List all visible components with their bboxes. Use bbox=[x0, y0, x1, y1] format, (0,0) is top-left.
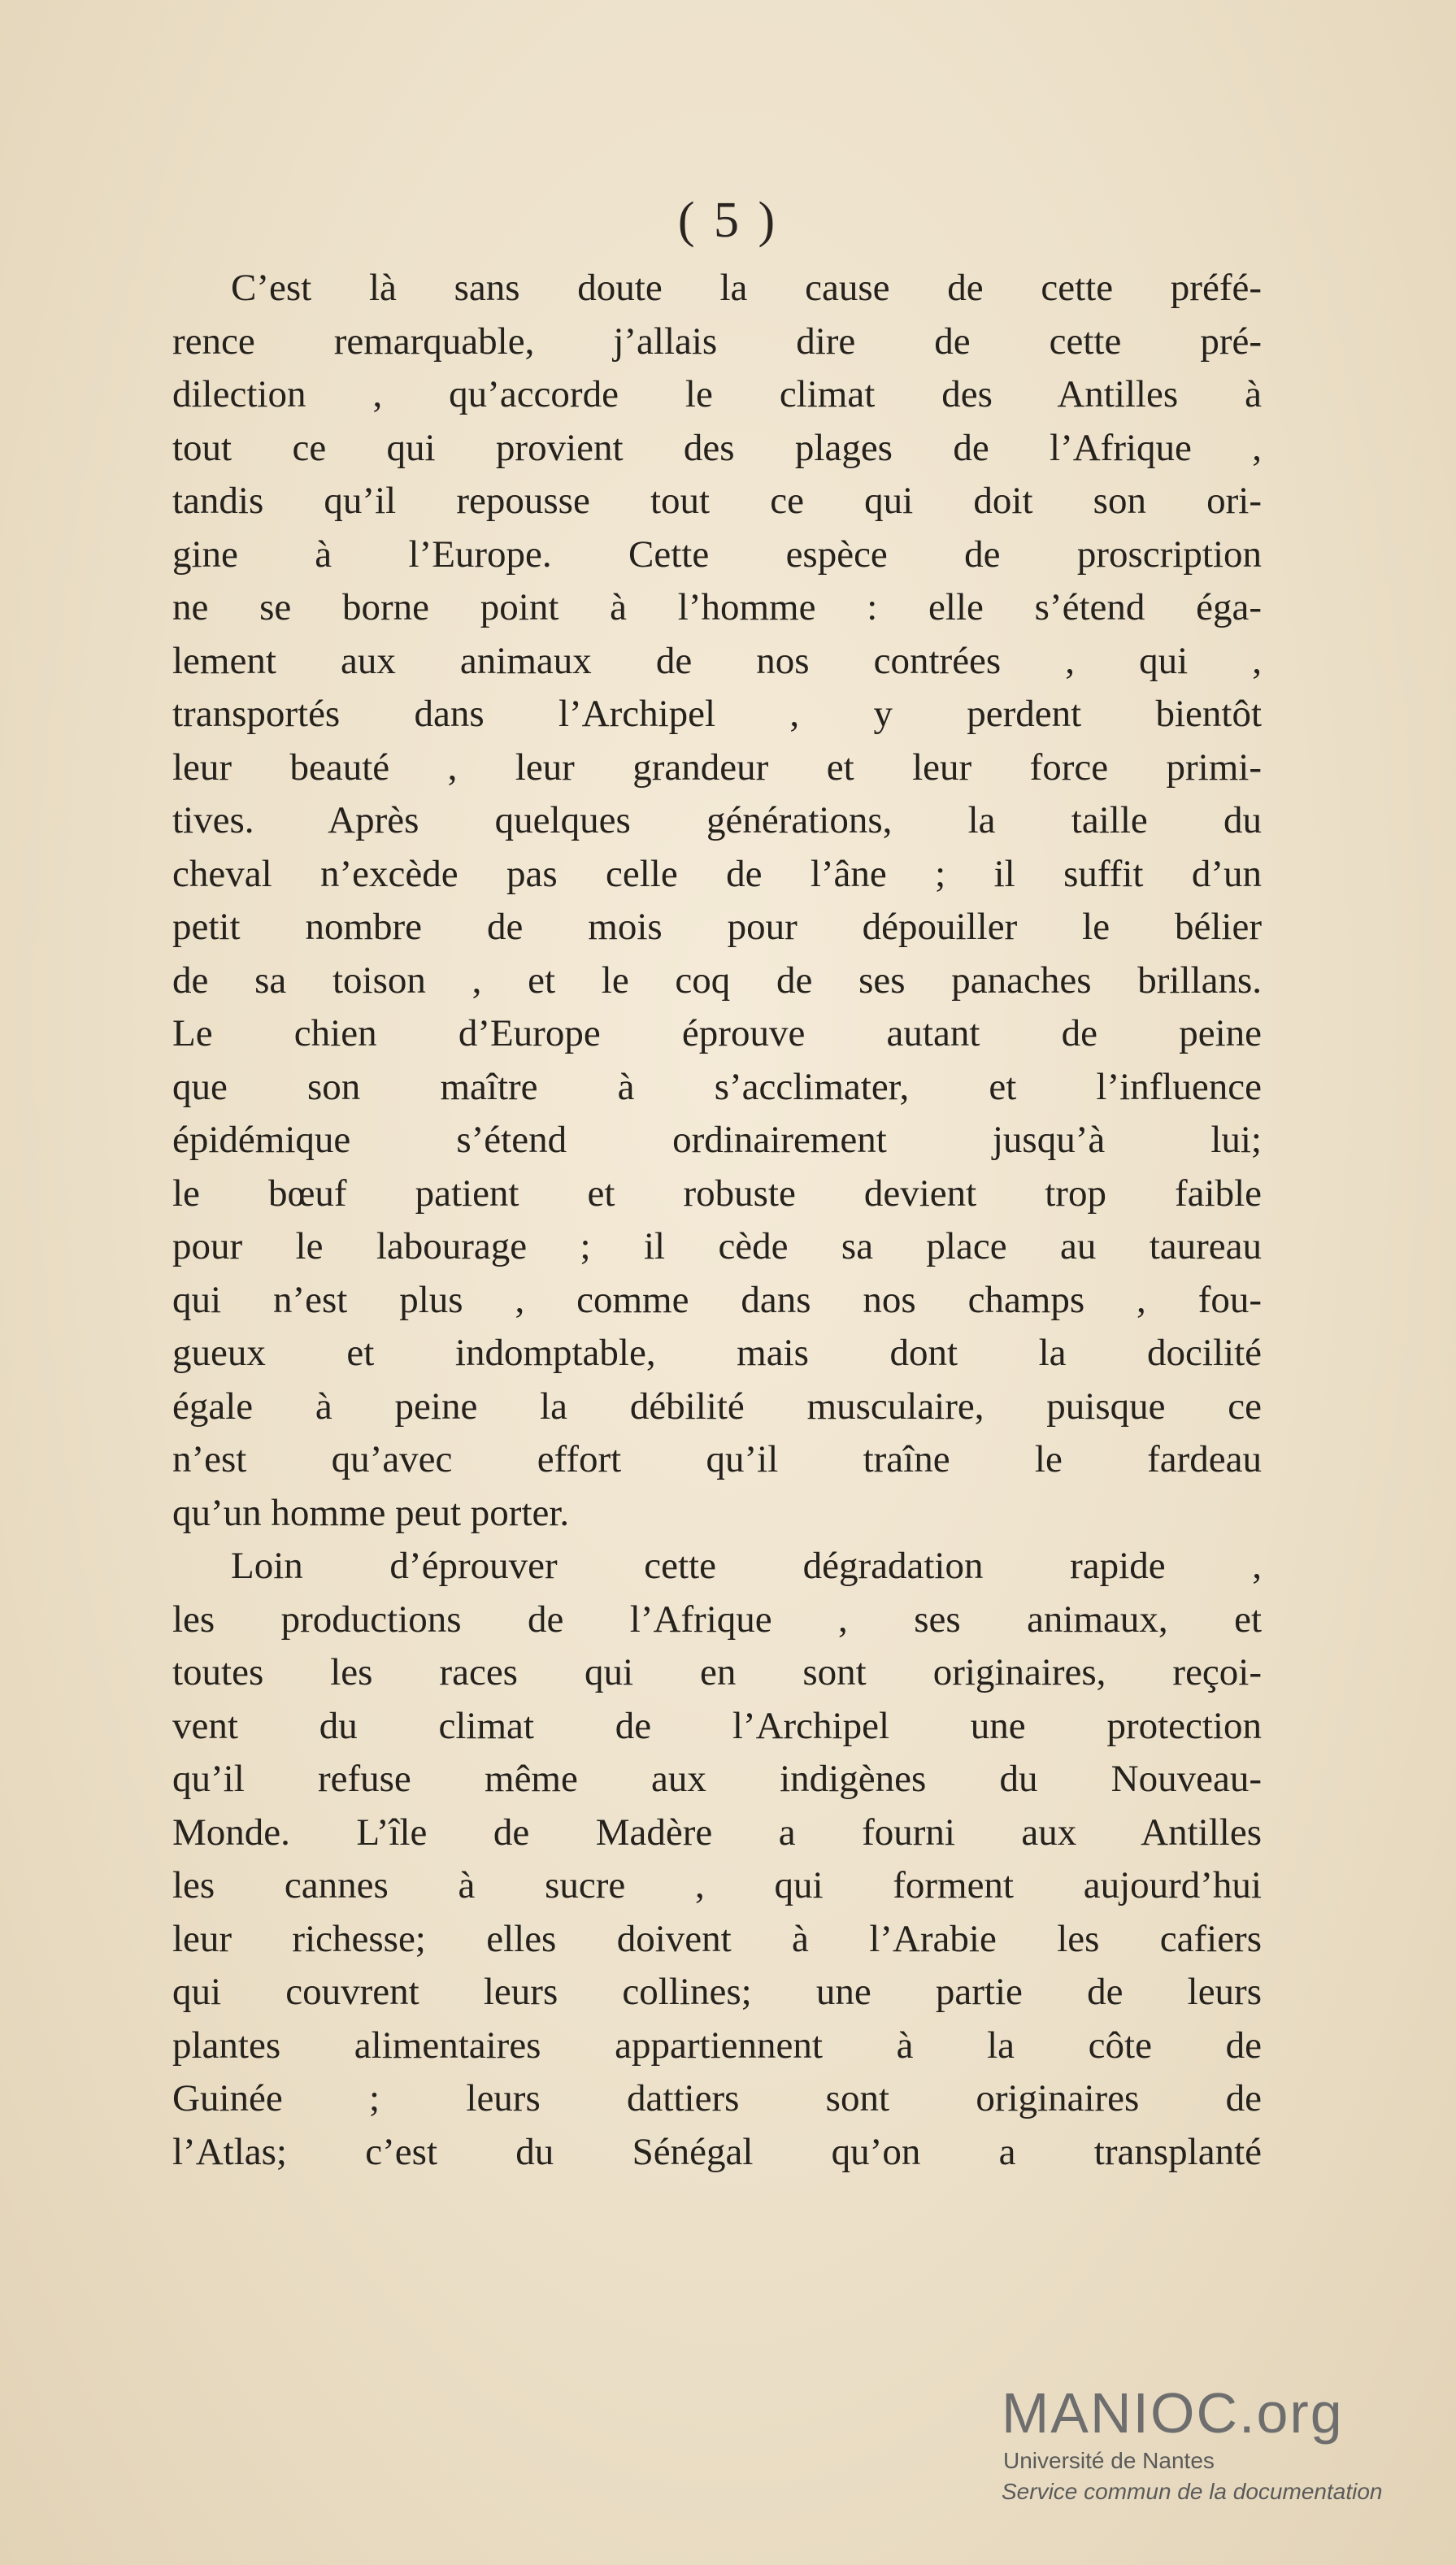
text-line: gueux et indomptable, mais dont la docilité bbox=[172, 1332, 1262, 1374]
paragraph-2 bbox=[172, 1540, 1262, 2179]
text-line: ne se borne point à l’homme : elle s’étend éga- bbox=[172, 586, 1262, 628]
text-line: Guinée ; leurs dattiers sont originaires de bbox=[172, 2077, 1262, 2119]
text-line: le bœuf patient et robuste devient trop faible bbox=[172, 1172, 1262, 1215]
text-line: tout ce qui provient des plages de l’Afrique , bbox=[172, 426, 1262, 469]
text-line: de sa toison , et le coq de ses panaches brillans. bbox=[172, 959, 1262, 1002]
text-line: égale à peine la débilité musculaire, puisque ce bbox=[172, 1385, 1262, 1428]
text-line: transportés dans l’Archipel , y perdent bientôt bbox=[172, 693, 1262, 735]
text-line: vent du climat de l’Archipel une protection bbox=[172, 1704, 1262, 1747]
text-line: Le chien d’Europe éprouve autant de peine bbox=[172, 1012, 1262, 1054]
text-line: les productions de l’Afrique , ses animaux, et bbox=[172, 1598, 1262, 1641]
text-line: qui n’est plus , comme dans nos champs , fou- bbox=[172, 1278, 1262, 1321]
text-line: leur beauté , leur grandeur et leur force primi- bbox=[172, 746, 1262, 789]
text-line: que son maître à s’acclimater, et l’influence bbox=[172, 1065, 1262, 1108]
text-line: cheval n’excède pas celle de l’âne ; il suffit d’un bbox=[172, 852, 1262, 895]
text-line: tandis qu’il repousse tout ce qui doit son ori- bbox=[172, 480, 1262, 522]
text-line: les cannes à sucre , qui forment aujourd’hui bbox=[172, 1864, 1262, 1906]
text-line: leur richesse; elles doivent à l’Arabie les cafiers bbox=[172, 1917, 1262, 1960]
paragraph-1 bbox=[172, 262, 1262, 1540]
watermark-title: MANIOC.org bbox=[1002, 2381, 1344, 2445]
text-line: toutes les races qui en sont originaires, reçoi- bbox=[172, 1651, 1262, 1693]
text-line: l’Atlas; c’est du Sénégal qu’on a transplanté bbox=[172, 2130, 1262, 2173]
text-line: lement aux animaux de nos contrées , qui , bbox=[172, 639, 1262, 682]
text-line: petit nombre de mois pour dépouiller le bélier bbox=[172, 906, 1262, 948]
text-line: n’est qu’avec effort qu’il traîne le fardeau bbox=[172, 1438, 1262, 1480]
text-line: Loin d’éprouver cette dégradation rapide , bbox=[231, 1545, 1262, 1587]
text-line: tives. Après quelques générations, la taille du bbox=[172, 799, 1262, 841]
text-line: plantes alimentaires appartiennent à la côte de bbox=[172, 2024, 1262, 2067]
watermark-service: Service commun de la documentation bbox=[1002, 2479, 1383, 2504]
text-line: épidémique s’étend ordinairement jusqu’à lui; bbox=[172, 1119, 1262, 1161]
text-line: rence remarquable, j’allais dire de cette pré- bbox=[172, 320, 1262, 363]
text-line: Monde. L’île de Madère a fourni aux Antilles bbox=[172, 1811, 1262, 1854]
text-line: C’est là sans doute la cause de cette préfé- bbox=[231, 267, 1262, 309]
text-line: qui couvrent leurs collines; une partie de leurs bbox=[172, 1971, 1262, 2013]
text-line: pour le labourage ; il cède sa place au taureau bbox=[172, 1225, 1262, 1267]
page-number: ( 5 ) bbox=[677, 193, 779, 248]
text-line: dilection , qu’accorde le climat des Antilles à bbox=[172, 373, 1262, 415]
text-line: qu’un homme peut porter. bbox=[172, 1491, 570, 1534]
body-text bbox=[172, 262, 1262, 2179]
text-line: qu’il refuse même aux indigènes du Nouveau- bbox=[172, 1758, 1262, 1800]
manioc-watermark bbox=[1002, 2380, 1424, 2507]
text-line: gine à l’Europe. Cette espèce de proscription bbox=[172, 533, 1262, 576]
watermark-university: Université de Nantes bbox=[1003, 2448, 1215, 2473]
